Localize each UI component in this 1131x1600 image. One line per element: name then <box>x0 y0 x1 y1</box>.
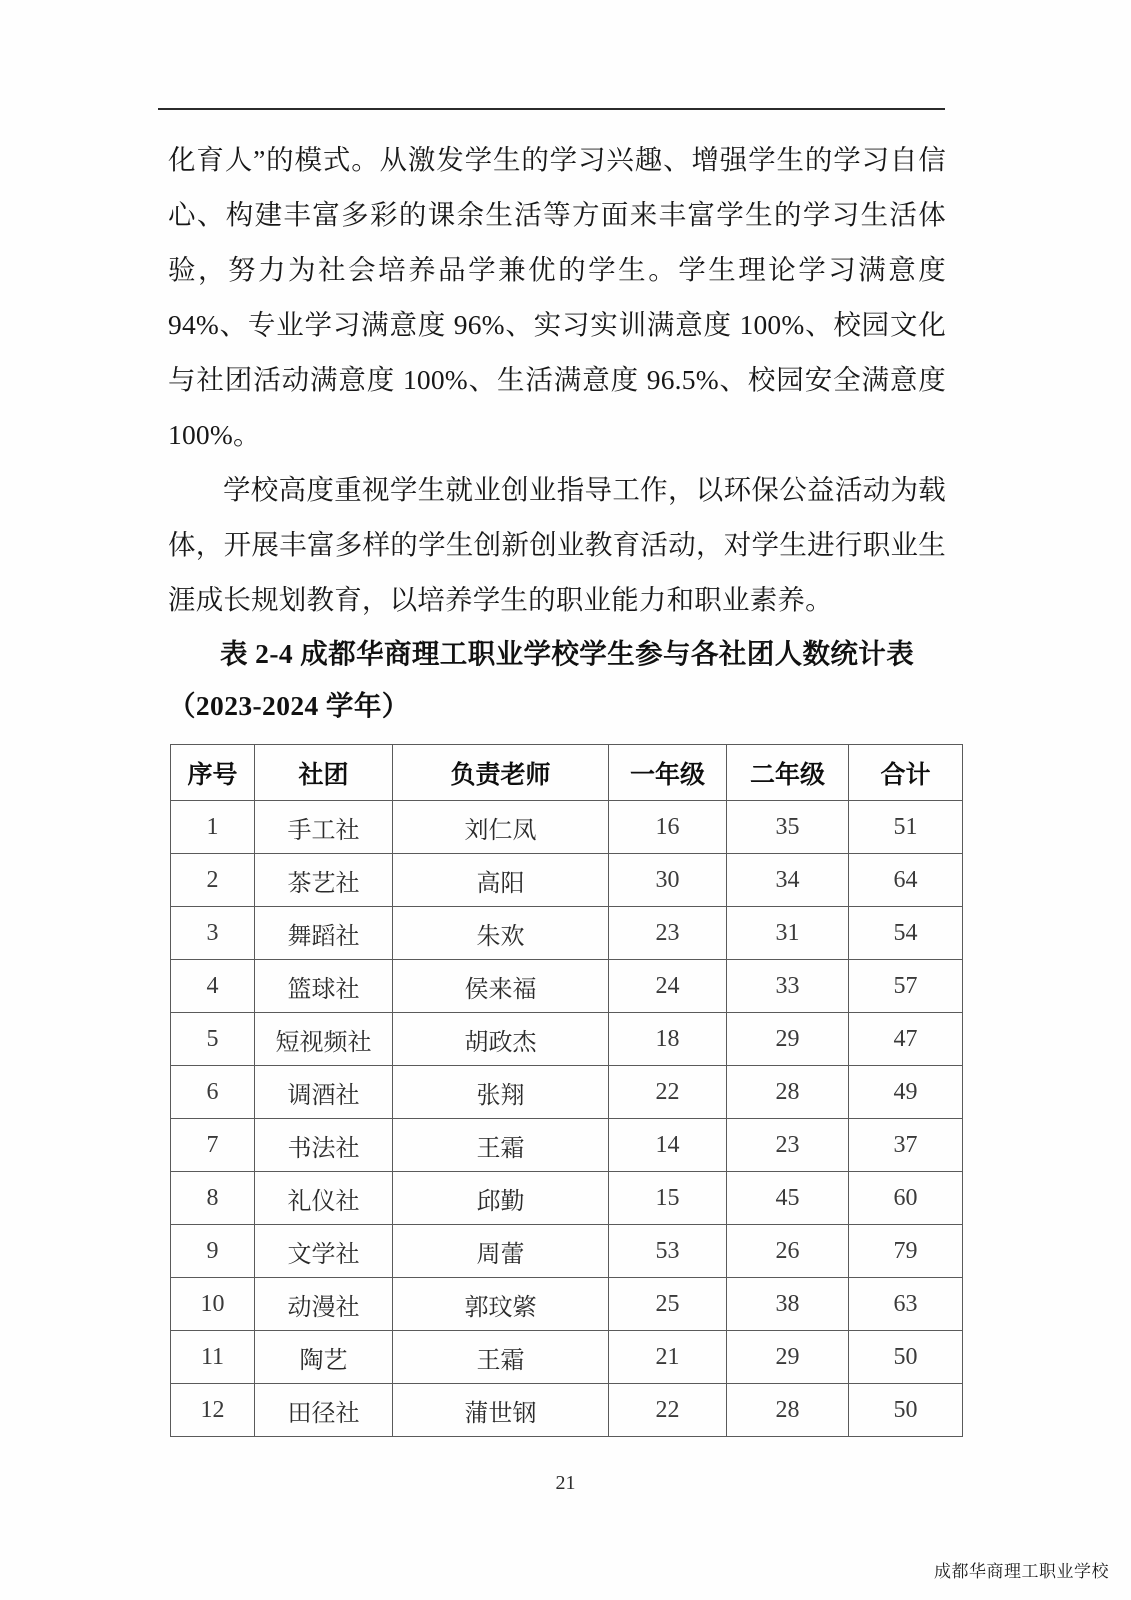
cell-total: 49 <box>849 1066 963 1119</box>
cell-club: 舞蹈社 <box>255 907 393 960</box>
cell-total: 37 <box>849 1119 963 1172</box>
cell-index: 5 <box>171 1013 255 1066</box>
cell-grade1: 21 <box>609 1331 727 1384</box>
table-row <box>171 1384 963 1437</box>
table-row <box>171 907 963 960</box>
cell-teacher: 刘仁凤 <box>393 801 609 854</box>
table-row <box>171 1066 963 1119</box>
cell-grade2: 33 <box>727 960 849 1013</box>
cell-teacher: 郭玟綮 <box>393 1278 609 1331</box>
column-header-grade1: 一年级 <box>609 745 727 801</box>
cell-total: 50 <box>849 1331 963 1384</box>
cell-grade2: 28 <box>727 1384 849 1437</box>
cell-grade2: 23 <box>727 1119 849 1172</box>
cell-index: 8 <box>171 1172 255 1225</box>
cell-grade1: 23 <box>609 907 727 960</box>
table-row <box>171 960 963 1013</box>
cell-grade1: 24 <box>609 960 727 1013</box>
table-caption <box>168 628 958 732</box>
cell-teacher: 王霜 <box>393 1331 609 1384</box>
cell-grade1: 22 <box>609 1066 727 1119</box>
cell-teacher: 朱欢 <box>393 907 609 960</box>
club-participation-table <box>170 744 963 1437</box>
cell-index: 2 <box>171 854 255 907</box>
cell-total: 50 <box>849 1384 963 1437</box>
cell-club: 手工社 <box>255 801 393 854</box>
cell-teacher: 蒲世钢 <box>393 1384 609 1437</box>
cell-grade2: 29 <box>727 1013 849 1066</box>
column-header-total: 合计 <box>849 745 963 801</box>
cell-index: 4 <box>171 960 255 1013</box>
cell-index: 12 <box>171 1384 255 1437</box>
cell-index: 1 <box>171 801 255 854</box>
cell-teacher: 周蕾 <box>393 1225 609 1278</box>
cell-grade1: 22 <box>609 1384 727 1437</box>
table-header-row <box>171 745 963 801</box>
cell-total: 47 <box>849 1013 963 1066</box>
table-row <box>171 1278 963 1331</box>
cell-index: 11 <box>171 1331 255 1384</box>
cell-index: 6 <box>171 1066 255 1119</box>
cell-grade2: 31 <box>727 907 849 960</box>
cell-grade2: 38 <box>727 1278 849 1331</box>
cell-grade2: 45 <box>727 1172 849 1225</box>
footer-watermark: 成都华商理工职业学校 <box>934 1562 1109 1581</box>
column-header-club: 社团 <box>255 745 393 801</box>
cell-teacher: 张翔 <box>393 1066 609 1119</box>
table-row <box>171 1013 963 1066</box>
cell-grade1: 16 <box>609 801 727 854</box>
cell-index: 9 <box>171 1225 255 1278</box>
cell-club: 短视频社 <box>255 1013 393 1066</box>
cell-total: 63 <box>849 1278 963 1331</box>
cell-grade2: 35 <box>727 801 849 854</box>
cell-total: 79 <box>849 1225 963 1278</box>
cell-teacher: 胡政杰 <box>393 1013 609 1066</box>
table-caption-line-1: 表 2-4 成都华商理工职业学校学生参与各社团人数统计表 <box>220 638 915 669</box>
column-header-index: 序号 <box>171 745 255 801</box>
table-row <box>171 1331 963 1384</box>
column-header-teacher: 负责老师 <box>393 745 609 801</box>
paragraph-employment-guidance: 学校高度重视学生就业创业指导工作，以环保公益活动为载体，开展丰富多样的学生创新创业教育活动，对学生进行职业生涯成长规划教育，以培养学生的职业能力和职业素养。 <box>168 474 946 615</box>
cell-grade2: 29 <box>727 1331 849 1384</box>
cell-total: 60 <box>849 1172 963 1225</box>
cell-total: 54 <box>849 907 963 960</box>
cell-grade2: 34 <box>727 854 849 907</box>
cell-teacher: 侯来福 <box>393 960 609 1013</box>
cell-club: 书法社 <box>255 1119 393 1172</box>
body-content <box>168 132 946 627</box>
cell-club: 礼仪社 <box>255 1172 393 1225</box>
cell-total: 51 <box>849 801 963 854</box>
cell-teacher: 高阳 <box>393 854 609 907</box>
table-body <box>171 801 963 1437</box>
cell-club: 陶艺 <box>255 1331 393 1384</box>
cell-total: 57 <box>849 960 963 1013</box>
cell-grade1: 30 <box>609 854 727 907</box>
table-row <box>171 801 963 854</box>
cell-grade2: 28 <box>727 1066 849 1119</box>
table-row <box>171 1119 963 1172</box>
table-caption-line-2: （2023-2024 学年） <box>168 690 410 721</box>
cell-grade1: 15 <box>609 1172 727 1225</box>
cell-total: 64 <box>849 854 963 907</box>
table-row <box>171 854 963 907</box>
table-header <box>171 745 963 801</box>
cell-teacher: 邱勤 <box>393 1172 609 1225</box>
cell-club: 茶艺社 <box>255 854 393 907</box>
cell-index: 7 <box>171 1119 255 1172</box>
cell-grade2: 26 <box>727 1225 849 1278</box>
club-participation-table-wrapper <box>170 744 962 1437</box>
paragraph-culture-education: 化育人”的模式。从激发学生的学习兴趣、增强学生的学习自信心、构建丰富多彩的课余生活等方面来丰富学生的学习生活体验，努力为社会培养品学兼优的学生。学生理论学习满意度 94%、专业学习满意度 96%、实习实训满意度 100%、校园文化与社团活动满意度 100%、生活满意度 96.5%、校园安全满意度 100%。 <box>168 144 946 450</box>
cell-grade1: 18 <box>609 1013 727 1066</box>
cell-teacher: 王霜 <box>393 1119 609 1172</box>
cell-club: 调酒社 <box>255 1066 393 1119</box>
cell-club: 篮球社 <box>255 960 393 1013</box>
table-row <box>171 1225 963 1278</box>
cell-grade1: 14 <box>609 1119 727 1172</box>
cell-grade1: 25 <box>609 1278 727 1331</box>
cell-club: 文学社 <box>255 1225 393 1278</box>
column-header-grade2: 二年级 <box>727 745 849 801</box>
cell-club: 田径社 <box>255 1384 393 1437</box>
cell-index: 10 <box>171 1278 255 1331</box>
cell-index: 3 <box>171 907 255 960</box>
table-row <box>171 1172 963 1225</box>
cell-grade1: 53 <box>609 1225 727 1278</box>
cell-club: 动漫社 <box>255 1278 393 1331</box>
header-rule <box>158 108 945 110</box>
page-number: 21 <box>555 1472 576 1494</box>
